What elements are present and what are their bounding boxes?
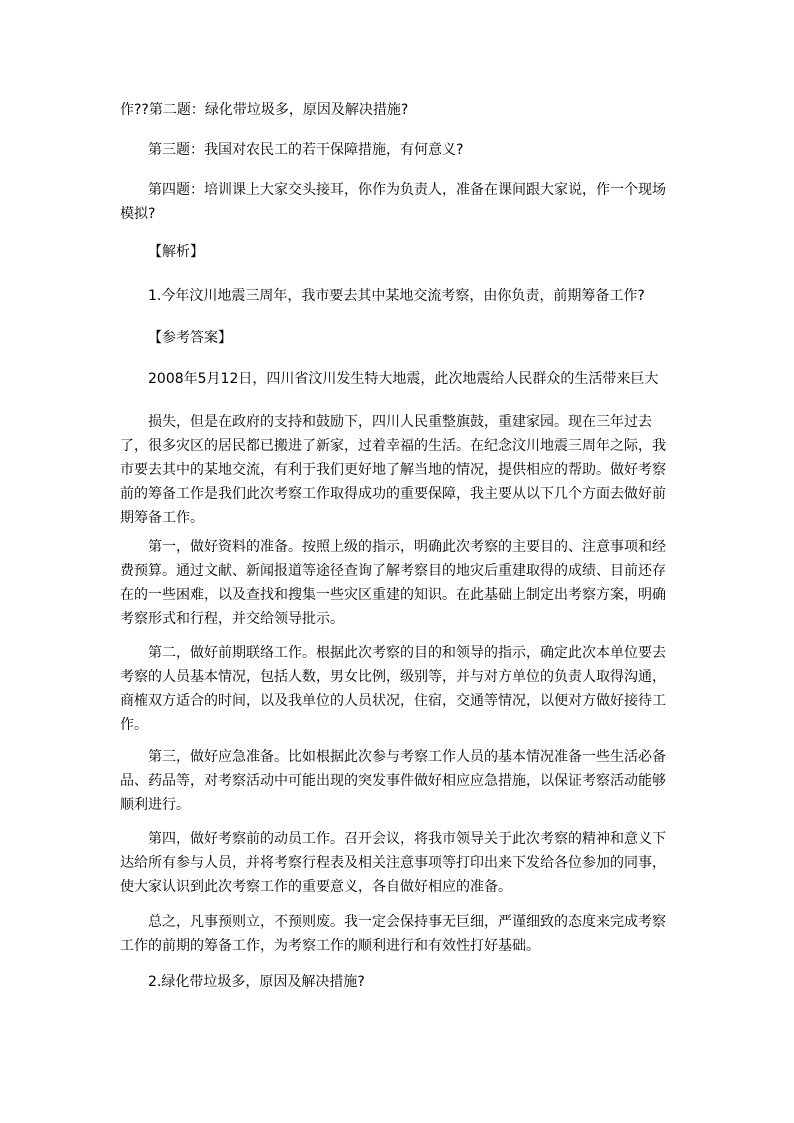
paragraph-answer-intro: 2008年5月12日，四川省汶川发生特大地震，此次地震给人民群众的生活带来巨大 — [148, 371, 659, 387]
paragraph-item-2: 2.绿化带垃圾多，原因及解决措施? — [148, 974, 365, 990]
paragraph-question-2: 作??第二题：绿化带垃圾多，原因及解决措施? — [120, 102, 409, 118]
paragraph-answer-context: 损失，但是在政府的支持和鼓励下，四川人民重整旗鼓，重建家园。现在三年过去了，很多灾区的居民都已搬进了新家，过着幸福的生活。在纪念汶川地震三周年之际，我市要去其中的某地交流，有利于我们更好地了解当地的情况，提供相应的帮助。做好考察前的筹备工作是我们此次考察工作取得成功的重要保障，我主要从以下几个方面去做好前期筹备工作。 — [120, 414, 666, 526]
paragraph-item-1: 1.今年汶川地震三周年，我市要去其中某地交流考察，由你负责，前期筹备工作? — [148, 288, 645, 304]
paragraph-fourth-point: 第四，做好考察前的动员工作。召开会议，将我市领导关于此次考察的精神和意义下达给所有参与人员，并将考察行程表及相关注意事项等打印出来下发给各位参加的同事，使大家认识到此次考察工作的重要意义，各自做好相应的准备。 — [120, 831, 666, 895]
paragraph-first-point: 第一，做好资料的准备。按照上级的指示，明确此次考察的主要目的、注意事项和经费预算。通过文献、新闻报道等途径查询了解考察目的地灾后重建取得的成绩、目前还存在的一些困难，以及查找和搜集一些灾区重建的知识。在此基础上制定出考察方案，明确考察形式和行程，并交给领导批示。 — [120, 539, 666, 627]
paragraph-analysis-heading: 【解析】 — [148, 244, 204, 260]
paragraph-question-4: 第四题：培训课上大家交头接耳，你作为负责人，准备在课间跟大家说，作一个现场模拟? — [120, 182, 666, 222]
paragraph-summary: 总之，凡事预则立，不预则废。我一定会保持事无巨细，严谨细致的态度来完成考察工作的前期的筹备工作，为考察工作的顺利进行和有效性打好基础。 — [120, 914, 666, 954]
paragraph-second-point: 第二，做好前期联络工作。根据此次考察的目的和领导的指示，确定此次本单位要去考察的人员基本情况，包括人数，男女比例，级别等，并与对方单位的负责人取得沟通，商榷双方适合的时间，以及我单位的人员状况，住宿，交通等情况，以便对方做好接待工作。 — [120, 645, 666, 733]
paragraph-third-point: 第三，做好应急准备。比如根据此次参与考察工作人员的基本情况准备一些生活必备品、药品等，对考察活动中可能出现的突发事件做好相应应急措施，以保证考察活动能够顺利进行。 — [120, 749, 666, 813]
paragraph-reference-answer-heading: 【参考答案】 — [148, 330, 232, 346]
paragraph-question-3: 第三题：我国对农民工的若干保障措施，有何意义? — [148, 142, 464, 158]
